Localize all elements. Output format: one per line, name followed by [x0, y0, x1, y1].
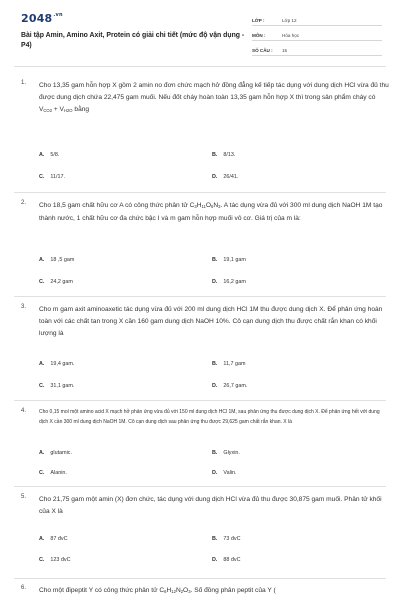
answer-option-c[interactable]: C. 24,2 gam	[39, 279, 73, 285]
page-title: Bài tập Amin, Amino Axit, Protein có giải chi tiết (mức độ vận dụng - P4)	[21, 32, 245, 49]
question-number: 2.	[21, 200, 27, 206]
answer-option-b[interactable]: B. 11,7 gam	[212, 361, 246, 367]
question-text: Cho 13,35 gam hỗn hợp X gồm 2 amin no đơn chức mạch hở đồng đẳng kế tiếp tác dụng với dung dịch HCl vừa đủ thu được dung dịch chứa 22,475 gam muối. Nếu đốt cháy hoàn toàn 13,35 gam hỗn hợp X thì trong sản phẩm cháy có $V_{CO2} + V_{H2O}$ bằng	[39, 82, 389, 113]
meta-label: MÔN :	[252, 32, 266, 38]
answer-option-b[interactable]: B. Glyxin.	[212, 450, 240, 456]
divider	[14, 400, 386, 401]
site-logo[interactable]: $2048^{.vn}$	[21, 12, 63, 25]
worksheet-header	[0, 0, 400, 66]
answer-option-c[interactable]: C. Alanin.	[39, 470, 67, 476]
question-number: 6.	[21, 585, 27, 591]
answer-option-d[interactable]: D. 26,7 gam.	[212, 383, 248, 389]
question-text: Cho 0,15 mol một amino acid X mạch hở phản ứng vừa đủ với 150 ml dung dịch HCl 1M, sau phản ứng thu được dung dịch X. Để phản ứng hết với dung dịch X cần 300 ml dung dịch NaOH 1M. Cô cạn dung dịch sau phản ứng thu được 29,625 gam chất rắn khan. X là	[39, 409, 380, 425]
divider	[14, 578, 386, 579]
answer-option-c[interactable]: C. 123 đvC	[39, 557, 71, 563]
question-text: Cho 21,75 gam một amin (X) đơn chức, tác dụng với dung dịch HCl vừa đủ thu được 30,875 gam muối. Phân tử khối của X là	[39, 496, 382, 515]
question-number: 3.	[21, 304, 27, 310]
question-number: 5.	[21, 494, 27, 500]
question-number: 1.	[21, 80, 27, 86]
meta-row-class	[252, 13, 382, 26]
divider	[14, 486, 386, 487]
answer-option-d[interactable]: D. Valin.	[212, 470, 237, 476]
meta-row-count	[252, 43, 382, 56]
question-text: Cho một đipeptit Y có công thức phân tử $C_6H_{12}N_2O_3$. Số đồng phân peptit của Y (	[39, 587, 276, 594]
meta-label: LỚP :	[252, 17, 265, 23]
answer-option-d[interactable]: D. 16,2 gam	[212, 279, 246, 285]
meta-value: Lớp 12	[282, 17, 297, 23]
answer-option-b[interactable]: B. 19,1 gam	[212, 257, 246, 263]
answer-option-a[interactable]: A. 18 ,5 gam	[39, 257, 75, 263]
answer-option-c[interactable]: C. 31,1 gam.	[39, 383, 75, 389]
answer-option-a[interactable]: A. glutamic.	[39, 450, 72, 456]
meta-row-subject	[252, 28, 382, 41]
divider	[14, 192, 386, 193]
meta-value: Hóa học	[282, 32, 300, 38]
answer-option-b[interactable]: B. 8/13.	[212, 152, 236, 158]
question-text: Cho 18,5 gam chất hữu cơ A có công thức phân tử $C_3H_{11}O_6N_3$. A tác dụng vừa đủ với 300 ml dung dịch NaOH 1M tạo thành nước, 1 chất hữu cơ đa chức bậc I và m gam hỗn hợp muối vô cơ. Giá trị của m là:	[39, 202, 383, 222]
divider	[14, 296, 386, 297]
meta-value: 15	[282, 47, 288, 53]
worksheet-meta	[252, 13, 382, 58]
question-text: Cho m gam axit aminoaxetic tác dụng vừa đủ với 200 ml dung dịch HCl 1M thu được dung dịch X. Để phản ứng hoàn toàn với các chất tan trong X cần 160 gam dung dịch NaOH 10%. Cô cạn dung dịch thu được chất rắn khan có khối lượng là	[39, 306, 383, 337]
answer-option-d[interactable]: D. 26/41.	[212, 174, 239, 180]
answer-option-a[interactable]: A. 19,4 gam.	[39, 361, 75, 367]
answer-option-a[interactable]: A. 87 đvC	[39, 536, 68, 542]
answer-option-d[interactable]: D. 88 đvC	[212, 557, 241, 563]
answer-option-b[interactable]: B. 73 đvC	[212, 536, 241, 542]
answer-option-c[interactable]: C. 11/17.	[39, 174, 65, 180]
divider	[14, 66, 386, 67]
answer-option-a[interactable]: A. 5/8.	[39, 152, 60, 158]
question-number: 4.	[21, 408, 27, 414]
meta-label: SỐ CÂU :	[252, 47, 273, 53]
